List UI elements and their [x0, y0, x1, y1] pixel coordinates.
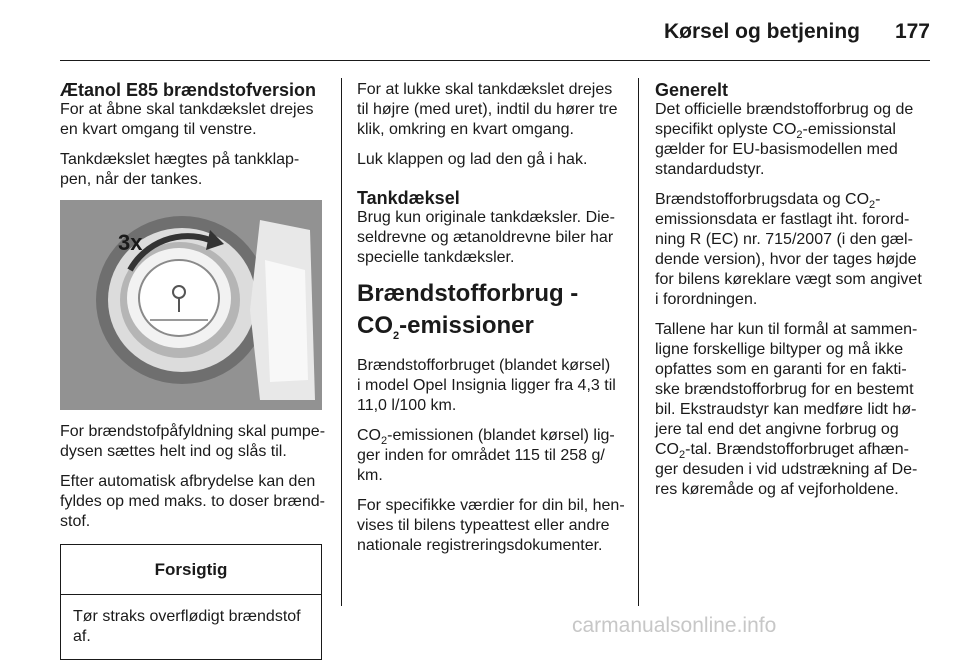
column-2: [357, 80, 625, 566]
section-heading-general: Generelt: [655, 80, 729, 100]
paragraph: Efter automatisk afbrydelse kan den fyldes op med maks. to doser brænd- stof.: [60, 473, 326, 530]
column-1: [60, 80, 328, 660]
page-number: 177: [894, 20, 930, 43]
text-run: -tal. Brændstofforbruget afhæn- ger desuden i vid udstrækning af De- res køremåde og af vejforholdene.: [655, 441, 918, 498]
paragraph: Tankdækslet hægtes på tankklap- pen, når der tankes.: [60, 151, 300, 188]
subscript: 2: [679, 449, 686, 462]
text-run: Brændstofforbrugsdata og CO: [655, 191, 870, 208]
header-divider: [60, 60, 930, 61]
running-header-title: Kørsel og betjening: [663, 20, 860, 43]
caution-title: Forsigtig: [61, 545, 321, 595]
paragraph: Brug kun originale tankdæksler. Die- seldrevne og ætanoldrevne biler har specielle tankdæksler.: [357, 209, 615, 266]
section-heading-ethanol: Ætanol E85 brændstofversion: [60, 80, 317, 100]
column-divider-2: [638, 78, 639, 606]
text-run: -emissionen (blandet kørsel) lig- ger inden for området 115 til 258 g/ km.: [357, 427, 615, 484]
caution-box: [60, 544, 322, 660]
column-3: [655, 80, 930, 510]
subscript: 2: [381, 435, 388, 448]
subscript: 2: [796, 129, 803, 142]
text-run: Tallene har kun til formål at sammen- ligne forskellige biltyper og må ikke opfattes som en garanti for en fakti- ske brændstofforbrug for en bestemt bil. Ekstraudstyr kan medføre lidt hø- jere tal end det angivne forbrug og CO: [655, 321, 918, 458]
rotation-count-label: 3x: [118, 230, 143, 255]
text-run: - emissionsdata er fastlagt iht. forord- ning R (EC) nr. 715/2007 (i den gæl- dende version), hvor der tages højde for bilens køreklare vægt som angivet i forordningen.: [655, 191, 922, 308]
column-divider-1: [341, 78, 342, 606]
chapter-heading-part: -emissioner: [399, 312, 534, 339]
paragraph: For at lukke skal tankdækslet drejes til højre (med uret), indtil du hører tre klik, omkring en kvart omgang.: [357, 81, 618, 138]
section-heading-fuel-cap: Tankdæksel: [357, 188, 460, 208]
text-run: CO: [357, 427, 381, 444]
paragraph: Luk klappen og lad den gå i hak.: [357, 151, 588, 168]
fuel-cap-illustration: [60, 200, 322, 410]
paragraph: For brændstofpåfyldning skal pumpe- dysen sættes helt ind og slås til.: [60, 423, 326, 460]
paragraph: For specifikke værdier for din bil, hen- vises til bilens typeattest eller andre nationale registreringsdokumenter.: [357, 497, 625, 554]
text-run: Det officielle brændstofforbrug og de specifikt oplyste CO: [655, 101, 914, 138]
fuel-cap-photo: [60, 200, 322, 410]
paragraph: [655, 320, 930, 500]
paragraph: For at åbne skal tankdækslet drejes en kvart omgang til venstre.: [60, 101, 314, 138]
watermark: carmanualsonline.info: [572, 614, 777, 637]
paragraph: Brændstofforbruget (blandet kørsel) i model Opel Insignia ligger fra 4,3 til 11,0 l/100 km.: [357, 357, 616, 414]
text-run: -emissionstal gælder for EU-basismodellen med standardudstyr.: [655, 121, 898, 178]
chapter-heading-part: Brændstofforbrug - CO: [357, 280, 579, 339]
subscript: 2: [393, 329, 400, 342]
paragraph: [655, 190, 930, 310]
subscript: 2: [869, 199, 876, 212]
chapter-heading-fuel-consumption: [357, 278, 625, 342]
paragraph: [357, 426, 625, 486]
caution-body: Tør straks overflødigt brændstof af.: [73, 608, 301, 645]
paragraph: [655, 100, 930, 180]
